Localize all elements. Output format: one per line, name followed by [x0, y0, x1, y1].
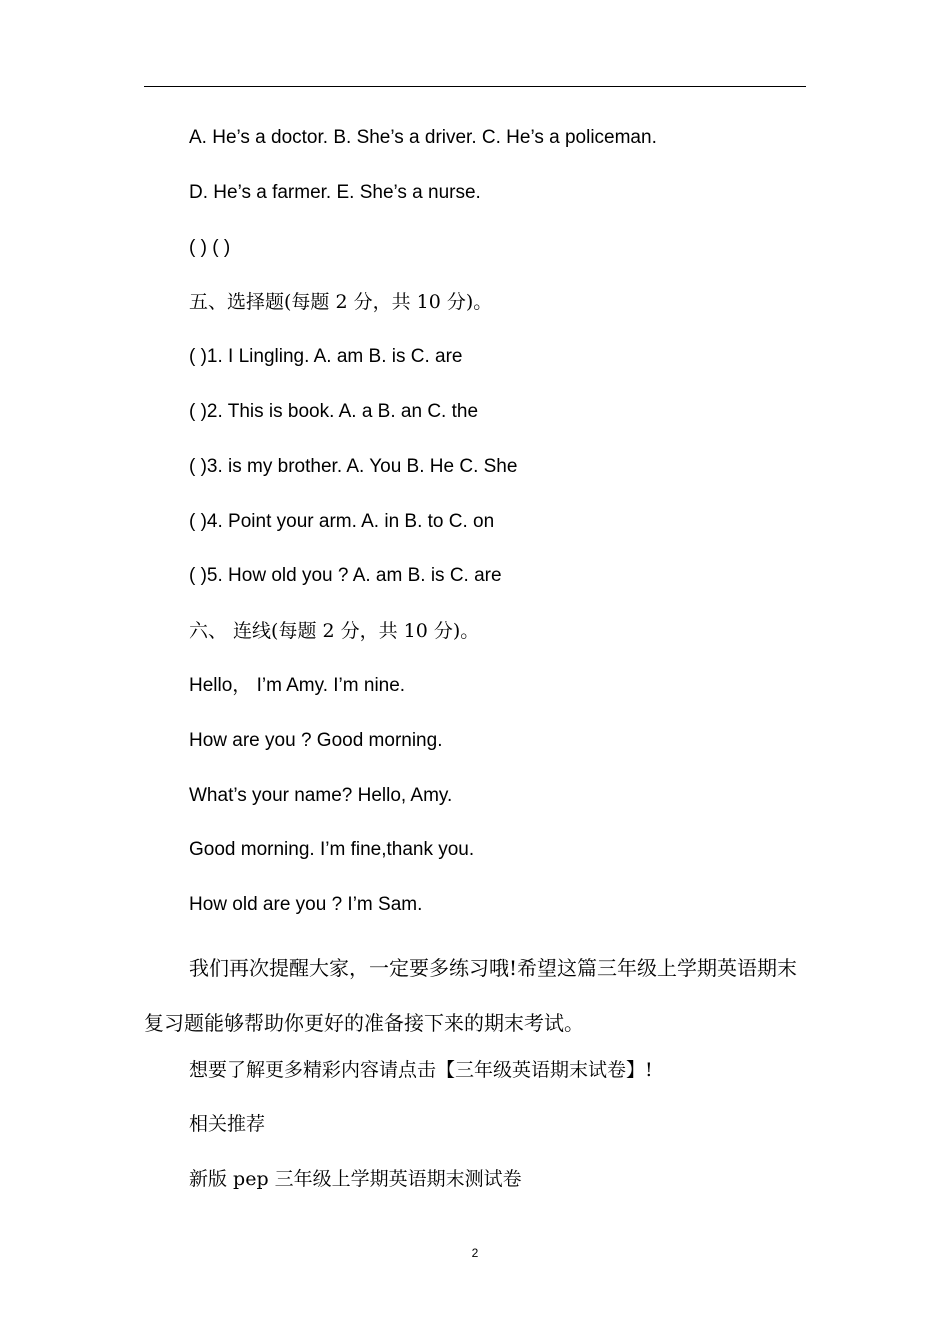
- related-link[interactable]: 新版 pep 三年级上学期英语期末测试卷: [189, 1168, 522, 1191]
- document-body: [144, 119, 806, 1215]
- more-content-link[interactable]: 想要了解更多精彩内容请点击【三年级英语期末试卷】!: [189, 1058, 653, 1081]
- match-item-2: How are you ? Good morning.: [189, 729, 443, 751]
- question-5: ( )5. How old you ? A. am B. is C. are: [189, 565, 502, 587]
- question-1: ( )1. I Lingling. A. am B. is C. are: [189, 346, 463, 368]
- question-3: ( )3. is my brother. A. You B. He C. She: [189, 455, 518, 477]
- question-2: ( )2. This is book. A. a B. an C. the: [189, 400, 479, 422]
- related-heading: 相关推荐: [189, 1113, 266, 1136]
- question-4: ( )4. Point your arm. A. in B. to C. on: [189, 510, 495, 532]
- options-line-2: D. He’s a farmer. E. She’s a nurse.: [189, 181, 481, 203]
- closing-paragraph: 我们再次提醒大家，一定要多练习哦!希望这篇三年级上学期英语期末复习题能够帮助你更好的准备接下来的期末考试。: [144, 955, 798, 1035]
- section-heading-choice: 五、选择题(每题 2 分，共 10 分)。: [189, 291, 493, 314]
- answer-blanks: ( ) ( ): [189, 236, 231, 258]
- header-rule: [144, 86, 806, 87]
- section-heading-matching: 六、 连线(每题 2 分，共 10 分)。: [189, 620, 480, 643]
- page-number: 2: [471, 1246, 479, 1260]
- match-item-3: What’s your name? Hello, Amy.: [189, 784, 453, 806]
- match-item-4: Good morning. I’m fine,thank you.: [189, 839, 475, 861]
- match-item-5: How old are you ? I’m Sam.: [189, 894, 423, 916]
- match-item-1: Hello， I’m Amy. I’m nine.: [189, 674, 406, 696]
- options-line-1: A. He’s a doctor. B. She’s a driver. C. He’s a policeman.: [189, 127, 657, 148]
